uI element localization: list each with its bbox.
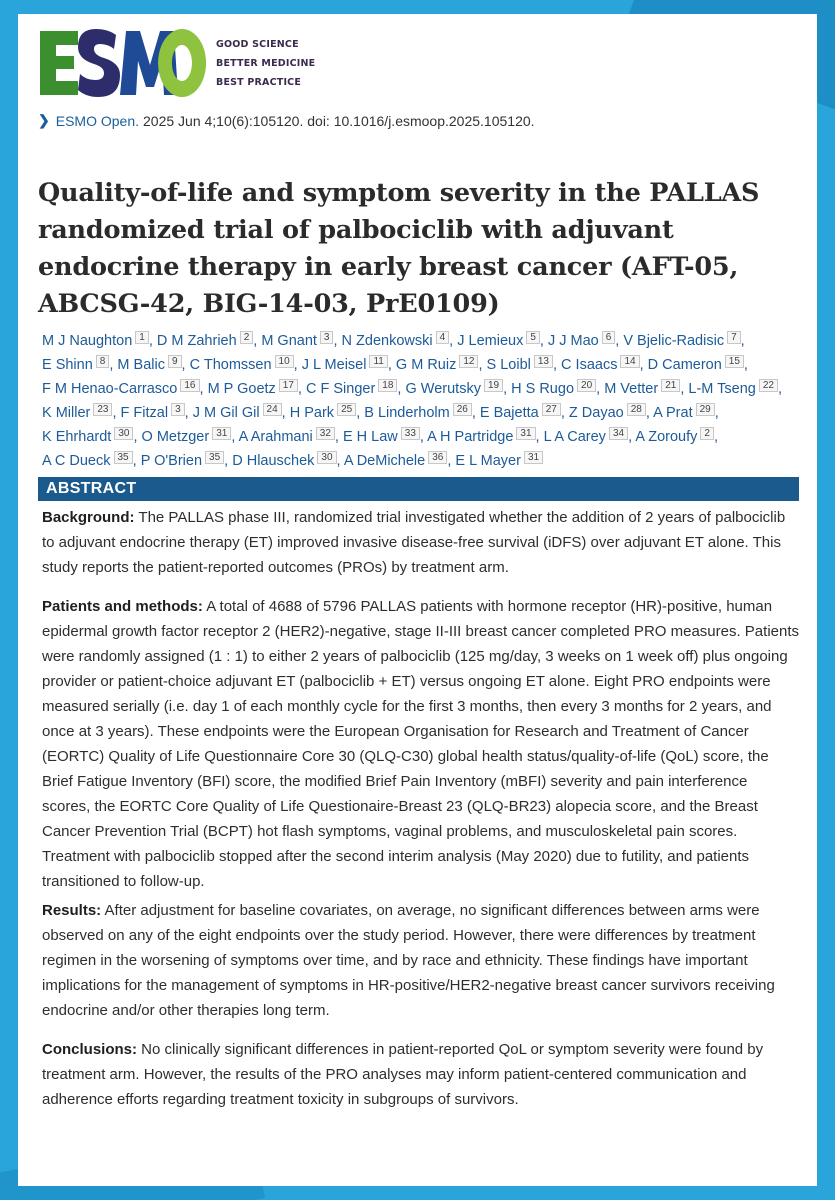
author-entry (342, 333, 450, 349)
author-entry (142, 429, 232, 445)
abstract-body (38, 505, 799, 1112)
author-entry (42, 405, 112, 421)
affiliation-badge[interactable]: 29 (696, 403, 715, 416)
affiliation-badge[interactable]: 18 (378, 379, 397, 392)
author-entry (604, 381, 680, 397)
affiliation-badge[interactable]: 30 (317, 451, 336, 464)
author-link[interactable]: G M Ruiz (395, 357, 457, 373)
author-link[interactable]: C Isaacs (561, 357, 618, 373)
author-link[interactable]: A DeMichele (343, 453, 426, 469)
author-link[interactable]: O Metzger (141, 429, 210, 445)
affiliation-badge[interactable]: 10 (275, 355, 294, 368)
author-link[interactable]: J Lemieux (457, 333, 524, 349)
affiliation-badge[interactable]: 13 (534, 355, 553, 368)
abstract-section-background (42, 505, 799, 580)
affiliation-badge[interactable]: 6 (602, 331, 616, 344)
author-entry (511, 381, 596, 397)
affiliation-badge[interactable]: 34 (609, 427, 628, 440)
author-link[interactable]: P O'Brien (140, 453, 203, 469)
author-entry (364, 405, 472, 421)
author-link[interactable]: J L Meisel (301, 357, 367, 373)
author-entry (42, 429, 133, 445)
author-link[interactable]: H S Rugo (511, 381, 575, 397)
author-link[interactable]: K Ehrhardt (42, 429, 112, 445)
author-entry (653, 405, 715, 421)
author-entry (405, 381, 503, 397)
article-title: Quality-of-life and symptom severity in the PALLAS randomized trial of palbociclib with adjuvant endocrine therapy in early breast cancer (AFT-05, ABCSG-42, BIG-14-03, PrE0109) (38, 178, 760, 319)
affiliation-badge[interactable]: 20 (577, 379, 596, 392)
author-entry (157, 333, 253, 349)
author-entry (548, 333, 615, 349)
author-link[interactable]: J J Mao (547, 333, 599, 349)
author-entry (190, 357, 294, 373)
affiliation-badge[interactable]: 4 (436, 331, 450, 344)
author-list: M J Naughton $^1$ , D M Zahrieh $^2$ , M Gnant $^3$ , N Zdenkowski $^4$ , J Lemieux $^5$ , J J Mao $^6$ , V Bjelic-Radisic $^7$ , E Shinn $^8$ , M Balic $^9$ , C Thomssen $^{10}$ , J L Meisel $^{11}$ , G M Ruiz $^{12}$ , S Loibl $^{13}$ , C Isaacs $^{14}$ , D Cameron $^{15}$ , F M Henao-Carrasco $^{16}$ , M P Goetz $^{17}$ , C F Singer $^{18}$ , G Werutsky $^{19}$ , H S Rugo $^{20}$ , M Vetter $^{21}$ , L-M Tseng $^{22}$ , K Miller $^{23}$ , F Fitzal $^3$ , J M Gil Gil $^{24}$ , H Park $^{25}$ , B Linderholm $^{26}$ , E Bajetta $^{27}$ , Z Dayao $^{28}$ , A Prat $^{29}$ , K Ehrhardt $^{30}$ , O Metzger $^{31}$ , A Arahmani $^{32}$ , E H Law $^{33}$ , A H Partridge $^{31}$ , L A Carey $^{34}$ , A Zoroufy $^2$ , A C Dueck $^{35}$ , P O'Brien $^{35}$ , D Hlauschek $^{30}$ , A DeMichele $^{36}$ , E L Mayer $^{31}$ (42, 332, 782, 469)
author-link[interactable]: M P Goetz (207, 381, 276, 397)
tagline-line: BETTER MEDICINE (216, 57, 316, 69)
author-entry (344, 453, 448, 469)
affiliation-badge[interactable]: 8 (96, 355, 110, 368)
article-card (18, 14, 817, 1186)
author-link[interactable]: A H Partridge (427, 429, 514, 445)
section-text: The PALLAS phase III, randomized trial investigated whether the addition of 2 years of palbociclib to adjuvant endocrine therapy (ET) improved invasive disease-free survival (iDFS) over adjuvant ET alone. This study reports the patient-reported outcomes (PROs) by treatment arm. (42, 509, 786, 576)
author-link[interactable]: A Prat (653, 405, 693, 421)
author-entry (121, 405, 185, 421)
section-label: Background: (42, 509, 135, 526)
author-entry (117, 357, 181, 373)
author-entry (648, 357, 744, 373)
affiliation-badge[interactable]: 27 (542, 403, 561, 416)
affiliation-badge[interactable]: 1 (135, 331, 149, 344)
esmo-logo[interactable] (38, 27, 206, 99)
author-link[interactable]: M Gnant (261, 333, 317, 349)
author-link[interactable]: M Balic (117, 357, 165, 373)
affiliation-badge[interactable]: 2 (240, 331, 254, 344)
author-entry (306, 381, 397, 397)
author-entry (635, 429, 714, 445)
author-entry (208, 381, 298, 397)
affiliation-badge[interactable]: 2 (700, 427, 714, 440)
author-entry (290, 405, 356, 421)
author-link[interactable]: C F Singer (305, 381, 376, 397)
affiliation-badge[interactable]: 9 (168, 355, 182, 368)
affiliation-badge[interactable]: 5 (526, 331, 540, 344)
author-link[interactable]: E L Mayer (455, 453, 521, 469)
author-entry (42, 357, 109, 373)
affiliation-badge[interactable]: 22 (759, 379, 778, 392)
author-entry (457, 333, 540, 349)
section-label: Patients and methods: (42, 598, 203, 615)
section-text: A total of 4688 of 5796 PALLAS patients with hormone receptor (HR)-positive, human epidermal growth factor receptor 2 (HER2)-negative, stage II-III breast cancer completed PRO measures. Patients were randomly assigned (1 : 1) to either 2 years of palbociclib (125 mg/day, 3 weeks on 1 week off) plus ongoing provider or patient-choice adjuvant ET (palbociclib + ET) versus ongoing ET alone. Eight PRO endpoints were measured serially (i.e. day 1 of each monthly cycle for the first 3 months, then every 3 months for 2 years, and once at 3 years). These endpoints were the European Organisation for Research and Treatment of Cancer (EORTC) Quality of Life Questionnaire Core 30 (QLQ-C30) global health status/quality-of-life (QoL) score, the Brief Fatigue Inventory (BFI) score, the modified Brief Pain Inventory (mBFI) severity and pain interference scores, the EORTC Core Quality of Life Questionaire-Breast 23 (QLQ-BR23) alopecia score, and the Breast Cancer Prevention Trial (BCPT) hot flash symptoms, vaginal problems, and musculoskeletal pain scores. Treatment with palbociclib stopped after the second interim analysis (May 2020) due to futility, and patients transitioned to follow-up. (42, 598, 800, 890)
affiliation-badge[interactable]: 31 (524, 451, 543, 464)
affiliation-badge[interactable]: 19 (484, 379, 503, 392)
affiliation-badge[interactable]: 31 (516, 427, 535, 440)
abstract-section-conclusions (42, 1037, 799, 1112)
citation-details: 2025 Jun 4;10(6):105120. doi: 10.1016/j.esmoop.2025.105120. (143, 112, 535, 129)
author-link[interactable]: F M Henao-Carrasco (42, 381, 178, 397)
author-link[interactable]: H Park (289, 405, 335, 421)
affiliation-badge[interactable]: 11 (369, 355, 387, 368)
abstract-heading: ABSTRACT (38, 477, 799, 501)
author-link[interactable]: A Arahmani (238, 429, 313, 445)
author-entry (232, 453, 336, 469)
section-label: Results: (42, 902, 102, 919)
author-entry (302, 357, 388, 373)
affiliation-badge[interactable]: 15 (725, 355, 744, 368)
author-link[interactable]: V Bjelic-Radisic (623, 333, 725, 349)
affiliation-badge[interactable]: 23 (93, 403, 112, 416)
author-entry (623, 333, 740, 349)
author-link[interactable]: K Miller (42, 405, 91, 421)
affiliation-badge[interactable]: 7 (727, 331, 741, 344)
affiliation-badge[interactable]: 3 (171, 403, 185, 416)
author-link[interactable]: M Vetter (604, 381, 659, 397)
section-text: No clinically significant differences in patient-reported QoL or symptom severity were found by treatment arm. However, the results of the PRO analyses may inform patient-centered communication and adherence efforts regarding treatment toxicity in subgroups of survivors. (42, 1041, 764, 1108)
affiliation-badge[interactable]: 14 (620, 355, 639, 368)
affiliation-badge[interactable]: 35 (205, 451, 224, 464)
affiliation-badge[interactable]: 24 (263, 403, 282, 416)
affiliation-badge[interactable]: 26 (453, 403, 472, 416)
author-entry (480, 405, 561, 421)
author-link[interactable]: M J Naughton (42, 333, 133, 349)
brand-tagline (216, 35, 315, 92)
affiliation-badge[interactable]: 12 (459, 355, 478, 368)
header (38, 22, 799, 104)
journal-link[interactable]: ESMO Open. (55, 112, 139, 129)
author-link[interactable]: B Linderholm (364, 405, 450, 421)
affiliation-badge[interactable]: 17 (279, 379, 298, 392)
affiliation-badge[interactable]: 33 (401, 427, 420, 440)
author-entry (544, 429, 628, 445)
affiliation-badge[interactable]: 30 (114, 427, 133, 440)
affiliation-badge[interactable]: 31 (212, 427, 231, 440)
author-link[interactable]: J M Gil Gil (192, 405, 260, 421)
author-entry (561, 357, 640, 373)
affiliation-badge[interactable]: 25 (337, 403, 356, 416)
affiliation-badge[interactable]: 32 (316, 427, 335, 440)
author-entry (427, 429, 535, 445)
author-link[interactable]: F Fitzal (120, 405, 169, 421)
abstract-section-methods (42, 594, 799, 894)
esmo-logo-mark (38, 27, 206, 99)
section-text: After adjustment for baseline covariates, on average, no significant differences between arms were observed on any of the eight endpoints over the study period. However, there were differences by treatment regimen in the worsening of symptoms over time, and by race and ethnicity. These findings have important implications for the management of symptoms in HR-positive/HER2-negative breast cancer survivors receiving endocrine and/or other therapies long term. (42, 902, 775, 1019)
author-link[interactable]: Z Dayao (568, 405, 624, 421)
tagline-line: BEST PRACTICE (216, 76, 302, 88)
author-entry (42, 381, 200, 397)
author-entry (141, 453, 224, 469)
affiliation-badge[interactable]: 21 (661, 379, 680, 392)
author-entry (261, 333, 333, 349)
author-link[interactable]: N Zdenkowski (341, 333, 433, 349)
abstract-section-results (42, 898, 799, 1023)
tagline-line: GOOD SCIENCE (216, 38, 299, 50)
affiliation-badge[interactable]: 36 (428, 451, 447, 464)
chevron-right-icon: ❯ (38, 112, 50, 128)
author-link[interactable]: D Cameron (647, 357, 722, 373)
author-entry (487, 357, 553, 373)
citation (38, 112, 799, 129)
author-link[interactable]: S Loibl (486, 357, 531, 373)
author-entry (396, 357, 479, 373)
author-entry (42, 453, 133, 469)
author-link[interactable]: A Zoroufy (635, 429, 698, 445)
author-entry (193, 405, 282, 421)
section-label: Conclusions: (42, 1041, 138, 1058)
author-link[interactable]: A C Dueck (42, 453, 111, 469)
affiliation-badge[interactable]: 28 (627, 403, 646, 416)
author-link[interactable]: E Shinn (42, 357, 93, 373)
affiliation-badge[interactable]: 16 (180, 379, 199, 392)
author-link[interactable]: E Bajetta (479, 405, 539, 421)
author-link[interactable]: C Thomssen (189, 357, 272, 373)
author-link[interactable]: D M Zahrieh (156, 333, 237, 349)
author-link[interactable]: L A Carey (543, 429, 606, 445)
author-link[interactable]: E H Law (342, 429, 398, 445)
affiliation-badge[interactable]: 3 (320, 331, 334, 344)
author-entry (42, 333, 149, 349)
author-link[interactable]: D Hlauschek (232, 453, 315, 469)
author-entry (569, 405, 646, 421)
author-link[interactable]: L-M Tseng (688, 381, 756, 397)
author-entry (455, 453, 543, 469)
affiliation-badge[interactable]: 35 (114, 451, 133, 464)
author-entry (239, 429, 335, 445)
author-entry (343, 429, 420, 445)
author-link[interactable]: G Werutsky (405, 381, 481, 397)
author-entry (688, 381, 778, 397)
